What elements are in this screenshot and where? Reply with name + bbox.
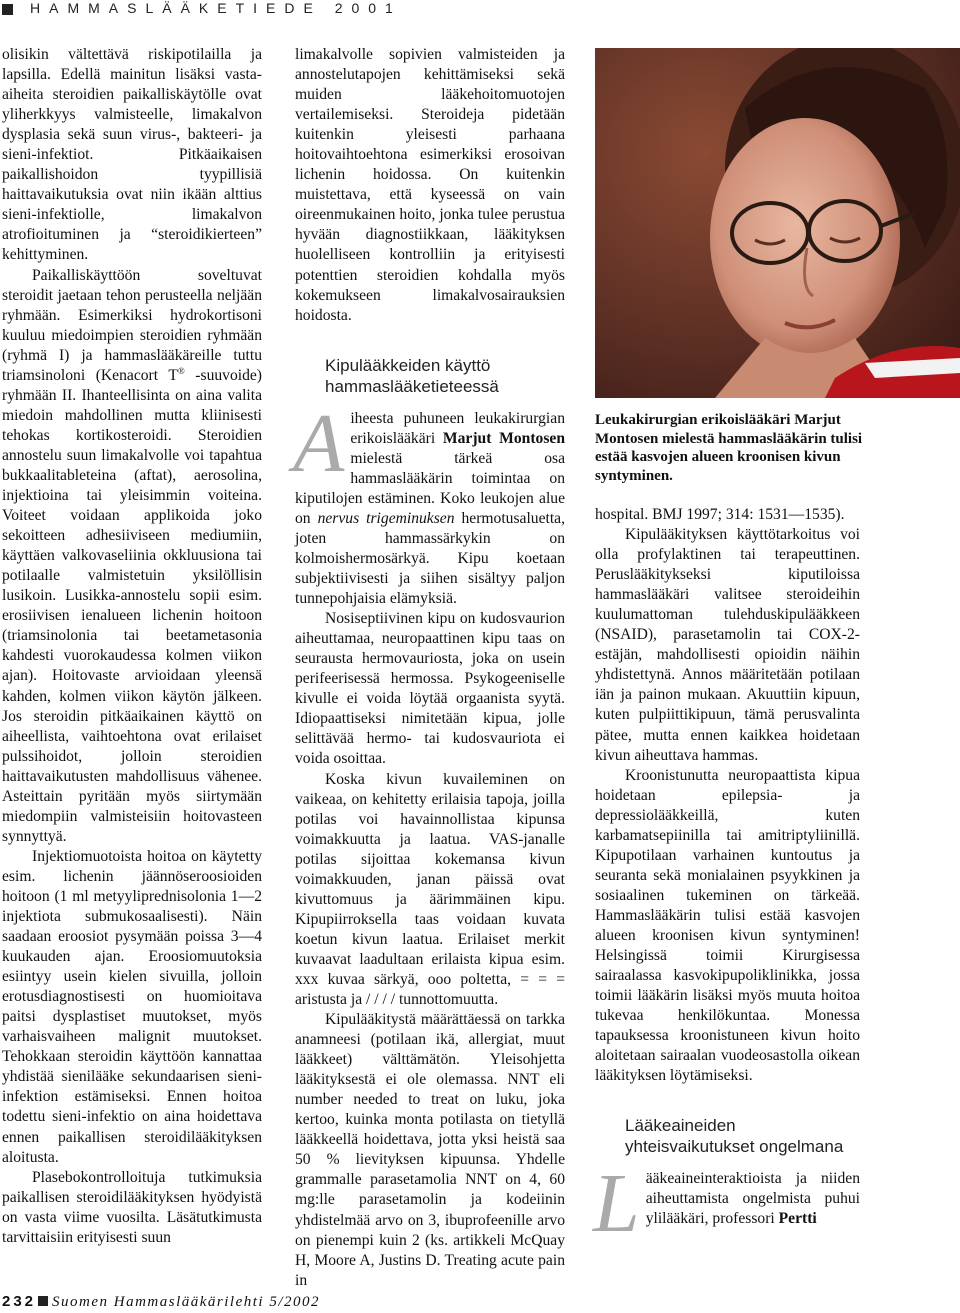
col1-paragraph-2 <box>2 266 262 847</box>
col3-paragraph-1: hospital. BMJ 1997; 314: 1531—1535). <box>595 506 845 523</box>
subhead-line-1: Lääkeaineiden <box>625 1116 736 1136</box>
subhead-line-2: yhteisvaikutukset ongelmana <box>625 1137 844 1157</box>
section-subhead-laakeaineet <box>595 1115 860 1157</box>
col3-paragraph-2: Kipulääkityksen käyttötarkoitus voi olla profylaktinen tai terapeuttinen. Peruslääkitykseksi kiputiloissa hammaslääkäri valitsee steroideihin kuulumattoman tulehduskipulääkkeen (NSAID), parasetamolin tai COX-2-estäjän, mahdollisesti opioidin näihin yhdistettynä. Annos määritetään potilaan iän ja painon mukaan. Akuuttiin kipuun, kuten pulpiittikipuun, tämä perusvalinta pätee, mutta ennen kaikkea hoidetaan kivun aiheuttava hammas. <box>595 526 860 764</box>
column-3 <box>593 505 860 1251</box>
page-number: 232 <box>2 1293 37 1310</box>
col1-p2-text-a: Paikalliskäyttöön soveltuvat steroidit jaetaan tehon perusteella neljään ryhmään. Esimerkiksi hydrokortisoni kuuluu miedoimpien steroidien ryhmään (ryhmä I) ja hammaslääkäreille tuttu triamsinoloni (Kenacort T <box>2 266 262 384</box>
journal-name: Suomen Hammaslääkärilehti 5/2002 <box>52 1294 321 1310</box>
registered-mark: ® <box>177 365 185 376</box>
subhead-line-2: hammaslääketieteessä <box>325 376 499 396</box>
person-name-pertti: Pertti <box>778 1210 817 1228</box>
col1-paragraph-3: Injektiomuotoista hoitoa on käytetty esim. lichenin jäännöseroosioiden hoitoon (1 ml metyyliprednisolonia 1—2 injektiota submukosaalisesti). Näin saadaan eroosiot pysymään poissa 3—4 kuukauden ajan. Eroosiomuutoksia esiintyy usein kielen sivuilla, jolloin erotusdiagnostisesti on huomioitava paitsi dysplastiset muutokset, myös varhaisvaiheen malignit muutokset. Tehokkaan steroidin käyttöön kannattaa yhdistää sienilääke sekundaarisen sieni-infektion estämiseksi. Ennen hoitoa todettu sieni-infektio on aina hoidettava ennen paikallisen steroidilääkityksen aloitusta. <box>2 847 262 1166</box>
column-1 <box>2 45 262 1248</box>
subhead-line-1: Kipulääkkeiden käyttö <box>325 355 491 375</box>
running-head-text: HAMMASLÄÄKETIEDE 2001 <box>30 0 402 16</box>
col3-paragraph-3: Kroonistunutta neuropaattista kipua hoidetaan epilepsia- ja depressiolääkkeillä, kuten karbamatsepiinilla tai amitriptyliinillä. Kipupotilaan varhainen kuntoutus ja seuranta sekä monialainen psyykkinen ja sosiaalinen tukeminen on tärkeää. Hammaslääkärin tulisi estää kasvojen alueen kroonisen kivun syntyminen! Helsingissä toimii Kirurgisessa sairaalassa kasvokipupoliklinikka, jossa toimii lääkärin lisäksi myös muuta hoitoa tukevaa henkilökuntaa. Monessa tapauksessa kroonistuneen kivun hoito aloitetaan sairaalan vuodeosastolla oikean lääkityksen löytämiseksi. <box>595 766 860 1085</box>
running-head-square-icon <box>2 4 13 15</box>
running-head <box>0 0 960 22</box>
col2-paragraph-4: Koska kivun kuvaileminen on vaikeaa, on kehitetty erilaisia tapoja, joilla potilas voi havainnollistaa kipunsa voimakkuutta ja laatua. VAS-janalle potilas sijoittaa kokemansa kivun voimakkuuden, janan päissä ovat kivuttomuus ja äärimmäinen kipu. Kipupiirroksella taas voidaan kuvata koetun kivun laatua. Erilaiset merkit kuvaavat laadultaan erilaista kipua esim. xxx kuvaa särkyä, ooo poltetta, = = = aristusta ja / / / / tunnottomuutta. <box>295 770 565 1009</box>
col2-p2-text-b: mielestä tärkeä osa hammaslääkärin toimintaa on kiputilojen estäminen. Koko leukojen alue on <box>295 449 565 527</box>
italic-term: nervus trigeminuksen <box>317 509 455 527</box>
footer-square-icon <box>38 1296 48 1306</box>
page-footer <box>2 1293 320 1313</box>
portrait-photo <box>595 48 960 398</box>
col1-p2-text-b: -suuvoide) ryhmään II. Ihanteellisinta on aina valita miedoin mahdollinen mutta kliinisesti tehokas kortikosteroidi. Steroidien annostelu suun limakalvolle voi tapahtua bukkaalitableteina (aftat), aerosolina, injektioina tai yleisimmin voiteina. Voiteet voidaan applikoida joko sekoitteen adhesiiviseen mediumiin, käyttäen valkovaseliinia okkluusiona tai potilaalle valmistetuin yksilöllisin lusikoin. Lusikka-annostelu sopii esim. erosiivisen ienalueen lichenin hoitoon (triamsinolonia tai beetametasonia kahdesti vuorokaudessa kolmen viikon ajan). Hoitovaste arvioidaan yleensä kahden, kolmen viikon käytön jälkeen. Jos steroidin pitkäaikainen käyttö on aiheellista, vaihtoehtona ovat erilaiset pulssihoidot, jolloin steroidien haittavaikutusten mahdollisuus vähenee. Asteittain pyritään myös siirtymään miedompiin valmisteisiin hoitovasteen synnyttyä. <box>2 366 262 845</box>
col2-paragraph-5: Kipulääkitystä määrättäessä on tarkka anamneesi (potilaan ikä, allergiat, muut lääkkeet) välttämätön. Yleisohjetta lääkityksestä ei ole olemassa. NNT eli number needed to treat on luku, joka kertoo, kuinka monta potilasta on tietyllä lääkkeellä hoidettava, jotta yksi heistä saa 50 % lievityksen kipuunsa. Yhdelle grammalle parasetamolia NNT on 4, 60 mg:lle parasetamolin ja kodeiinin yhdistelmää arvo on 3, ibuprofeenille arvo on pienempi kuin 2 (ks. artikkeli McQuay H, Moore A, Justins D. Treating acute pain in <box>295 1011 565 1289</box>
col2-p2-text-c: hermotusaluetta, joten hammassärkykin on kolmoishermosärkyä. Kipu koetaan subjektiivisesti ja siihen sisältyy paljon tunnepohjaisia elämyksiä. <box>295 509 565 608</box>
dropcap-a: A <box>293 396 345 490</box>
person-name-montonen: Marjut Montosen <box>442 429 565 447</box>
col3-paragraph-4 <box>593 1157 860 1251</box>
col1-paragraph-4: Plasebokontrolloituja tutkimuksia paikallisen steroidilääkityksen hyödyistä on vasta viime vuosilta. Läsätutkimusta tarvittaisiin erityisesti suun <box>2 1168 262 1246</box>
portrait-illustration <box>595 48 960 398</box>
col2-p2-text-a: iheesta puhuneen leukakirurgian erikoislääkäri <box>350 409 565 447</box>
section-subhead-kipulaakkeet <box>295 355 565 397</box>
column-2 <box>295 45 565 1291</box>
col1-paragraph-1: olisikin vältettävä riskipotilailla ja lapsilla. Edellä mainitun lisäksi vasta-aiheita steroidien paikalliskäytölle ovat yliherkkyys valmisteelle, limakalvon dysplasia sekä suun virus-, bakteeri- ja sieni-infektiot. Pitkäaikaisen paikallishoidon tyypillisiä haittavaikutuksia ovat niin ikään alttius sieni-infektiolle, limakalvon atrofioituminen ja “steroidikierteen” kehittyminen. <box>2 46 262 264</box>
dropcap-l: L <box>593 1157 640 1251</box>
col3-p4-text-a: ääkeaineinteraktioista ja niiden aiheuttamista ongelmista puhui ylilääkäri, professori <box>645 1170 860 1228</box>
photo-caption: Leukakirurgian erikoislääkäri Marjut Montosen mielestä hammaslääkärin tulisi estää kasvojen alueen kroonisen kivun syntyminen. <box>595 412 863 484</box>
col2-paragraph-3: Nosiseptiivinen kipu on kudosvaurion aiheuttamaa, neuropaattinen kipu taas on seurausta hermovauriosta, joka on usein perifeerisessä hermossa. Psykogeeniselle kivulle ei voida löytää orgaanista syytä. Idiopaattiseksi nimitetään kipua, jolle selittävää hermo- tai kudosvauriota ei voida osoittaa. <box>295 610 565 768</box>
col2-paragraph-2 <box>293 396 565 609</box>
col2-paragraph-1: limakalvolle sopivien valmisteiden ja annostelutapojen kehittämiseksi sekä muiden lääkehoitomuotojen vertailemiseksi. Steroideja pidetään kuitenkin yleisesti parhaana hoitovaihtoehtona esimerkiksi erosoivan lichenin hoidossa. On kuitenkin muistettava, että kyseessä on vain oireenmukainen hoito, jonka tulee perustua hyvään diagnostiikkaan, lääkityksen huolelliseen kontrolliin ja erityisesti potenttien steroidien kohdalla myös kokemukseen limakalvosairauksien hoidosta. <box>295 46 565 324</box>
